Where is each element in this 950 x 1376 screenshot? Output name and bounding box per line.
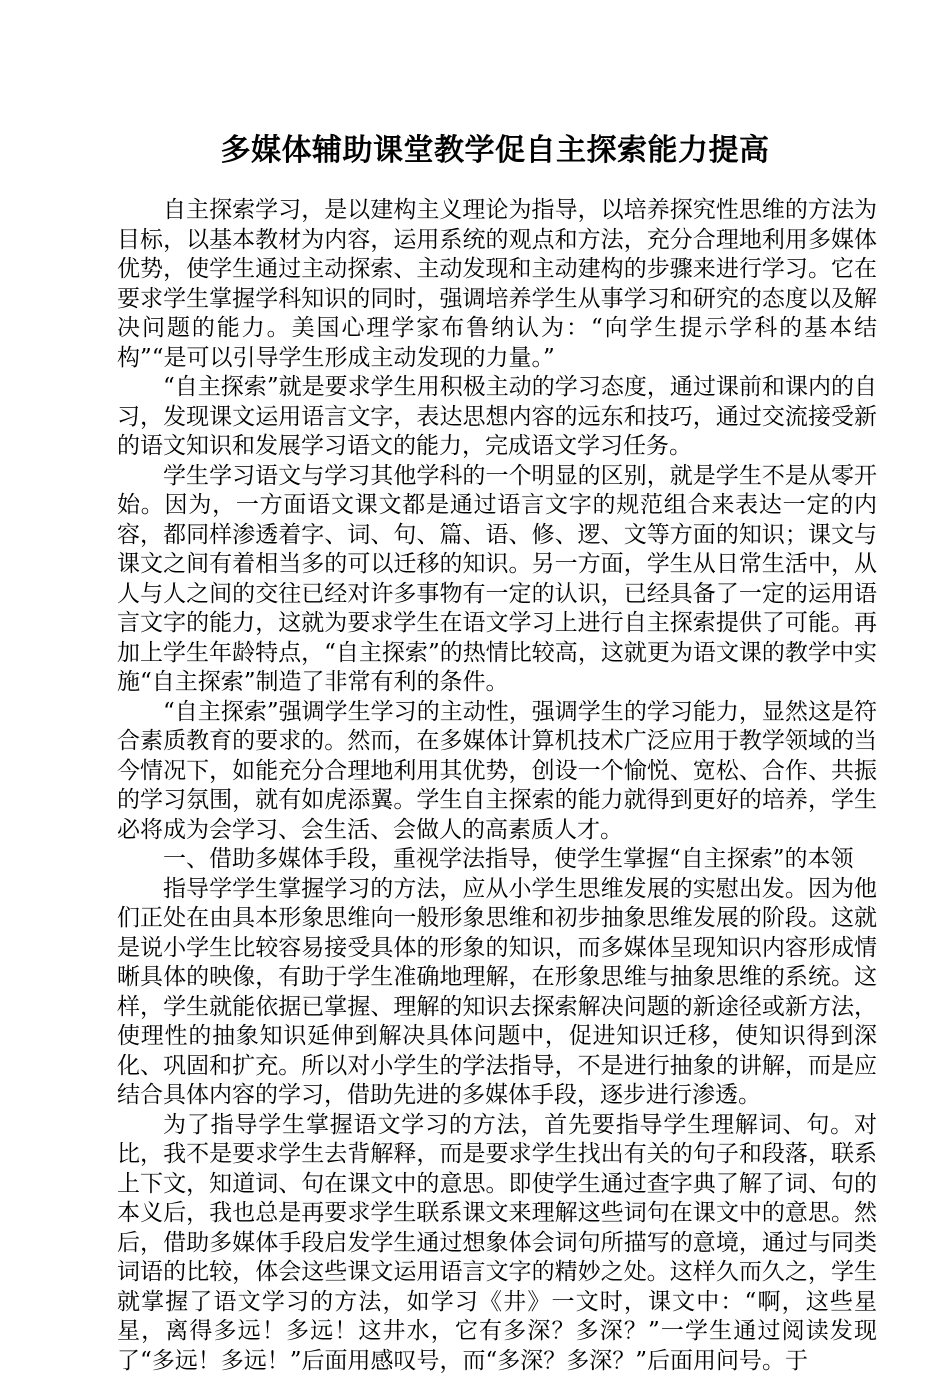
paragraph-3: 学生学习语文与学习其他学科的一个明显的区别，就是学生不是从零开始。因为，一方面语文课文都是通过语言文字的规范组合来表达一定的内容，都同样渗透着字、词、句、篇、语、修、逻、文等方面的知识；课文与课文之间有着相当多的可以迁移的知识。另一方面，学生从日常生活中，从人与人之间的交往已经对许多事物有一定的认识，已经具备了一定的运用语言文字的能力，这就为要求学生在语文学习上进行自主探索提供了可能。再加上学生年龄特点，“自主探索”的热情比较高，这就更为语文课的教学中实施“自主探索”制造了非常有利的条件。 — [117, 462, 877, 698]
document-title: 多媒体辅助课堂教学促自主探索能力提高 — [0, 131, 950, 171]
section-heading-1: 一、借助多媒体手段，重视学法指导，使学生掌握“自主探索”的本领 — [117, 845, 877, 875]
paragraph-2: “自主探索”就是要求学生用积极主动的学习态度，通过课前和课内的自习，发现课文运用语言文字，表达思想内容的远东和技巧，通过交流接受新的语文知识和发展学习语文的能力，完成语文学习任务。 — [117, 373, 877, 462]
paragraph-6: 为了指导学生掌握语文学习的方法，首先要指导学生理解词、句。对比，我不是要求学生去背解释，而是要求学生找出有关的句子和段落，联系上下文，知道词、句在课文中的意思。即使学生通过查字典了解了词、句的本义后，我也总是再要求学生联系课文来理解这些词句在课文中的意思。然后，借助多媒体手段启发学生通过想象体会词句所描写的意境，通过与同类词语的比较，体会这些课文运用语言文字的精妙之处。这样久而久之，学生就掌握了语文学习的方法，如学习《井》一文时，课文中：“啊，这些星星，离得多远！多远！这井水，它有多深？多深？”一学生通过阅读发现了“多远！多远！”后面用感叹号，而“多深？多深？”后面用问号。于 — [117, 1111, 877, 1376]
paragraph-1: 自主探索学习，是以建构主义理论为指导，以培养探究性思维的方法为目标，以基本教材为内容，运用系统的观点和方法，充分合理地利用多媒体优势，使学生通过主动探索、主动发现和主动建构的步骤来进行学习。它在要求学生掌握学科知识的同时，强调培养学生从事学习和研究的态度以及解决问题的能力。美国心理学家布鲁纳认为：“向学生提示学科的基本结构”“是可以引导学生形成主动发现的力量。” — [117, 196, 877, 373]
paragraph-4: “自主探索”强调学生学习的主动性，强调学生的学习能力，显然这是符合素质教育的要求的。然而，在多媒体计算机技术广泛应用于教学领域的当今情况下，如能充分合理地利用其优势，创设一个愉悦、宽松、合作、共振的学习氛围，就有如虎添翼。学生自主探索的能力就得到更好的培养，学生必将成为会学习、会生活、会做人的高素质人才。 — [117, 698, 877, 846]
document-body — [117, 196, 877, 1376]
paragraph-5: 指导学学生掌握学习的方法，应从小学生思维发展的实慰出发。因为他们正处在由具本形象思维向一般形象思维和初步抽象思维发展的阶段。这就是说小学生比较容易接受具体的形象的知识，而多媒体呈现知识内容形成情晰具体的映像，有助于学生准确地理解，在形象思维与抽象思维的系统。这样，学生就能依据已掌握、理解的知识去探索解决问题的新途径或新方法，使理性的抽象知识延伸到解决具体问题中，促进知识迁移，使知识得到深化、巩固和扩充。所以对小学生的学法指导，不是进行抽象的讲解，而是应结合具体内容的学习，借助先进的多媒体手段，逐步进行渗透。 — [117, 875, 877, 1111]
